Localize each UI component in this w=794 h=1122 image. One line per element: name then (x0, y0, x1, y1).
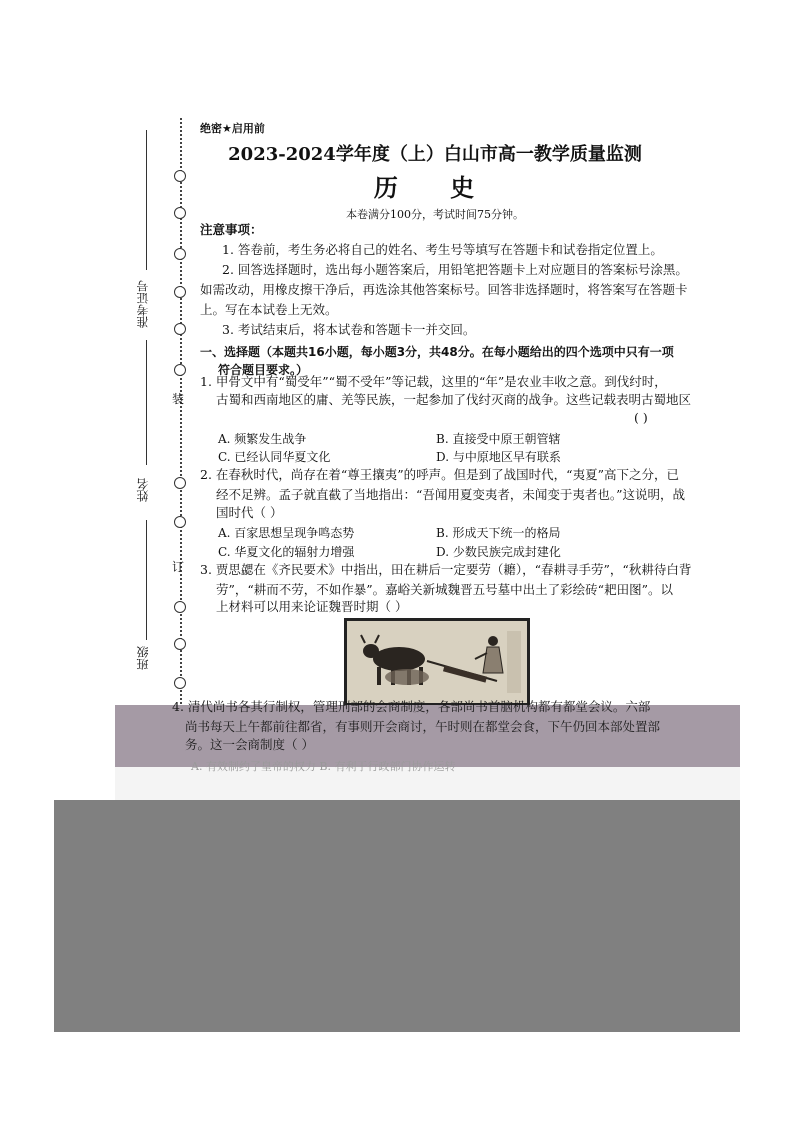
section1-heading-cont: 符合题目要求。） (218, 363, 309, 377)
q1-option-c: C. 已经认同华夏文化 (218, 450, 331, 464)
confidential-mark: 绝密★启用前 (200, 122, 265, 135)
name-line (146, 340, 147, 465)
q1-stem-cont: 古蜀和西南地区的庸、羌等民族，一起参加了伐纣灭商的战争。这些记载表明古蜀地区 (216, 392, 692, 407)
q4-options-strip (115, 760, 740, 800)
q4-stem-cont2: 务。这一会商制度（ ） (185, 737, 314, 752)
exam-number-line (146, 130, 147, 270)
q1-option-a: A. 频繁发生战争 (218, 432, 307, 446)
name-label: 姓名 (136, 478, 150, 502)
obscured-region (54, 800, 740, 1032)
q2-stem-cont2: 国时代（ ） (216, 505, 283, 520)
q2-option-c: C. 华夏文化的辐射力增强 (218, 545, 355, 559)
q1-option-b: B. 直接受中原王朝管辖 (436, 432, 561, 446)
binding-hole (174, 286, 186, 298)
binding-hole (174, 364, 186, 376)
binding-hole (174, 248, 186, 260)
binding-hole (174, 601, 186, 613)
q4-stem: 4. 清代尚书各其行制权，管理刑部的会商制度，各部尚书首脑机构都有都堂会议。六部 (172, 699, 651, 714)
notice-item-3: 3. 考试结束后，将本试卷和答题卡一并交回。 (222, 322, 476, 337)
section1-heading: 一、选择题（本题共16小题，每小题3分，共48分。在每小题给出的四个选项中只有一项 (200, 345, 674, 359)
binding-hole (174, 207, 186, 219)
q2-option-b: B. 形成天下统一的格局 (436, 526, 561, 540)
q2-stem: 2. 在春秋时代，尚存在着“尊王攘夷”的呼声。但是到了战国时代，“夷夏”高下之分，已 (200, 467, 679, 482)
notice-item-2-cont: 如需改动，用橡皮擦干净后，再选涂其他答案标号。回答非选择题时，将答案写在答题卡 (200, 282, 688, 297)
notice-heading: 注意事项： (200, 222, 263, 237)
exam-number-label: 准考证号 (136, 280, 150, 328)
harrowing-brick-painting (344, 618, 530, 706)
q1-stem: 1. 甲骨文中有“蜀受年”“蜀不受年”等记载，这里的“年”是农业丰收之意。到伐纣时， (200, 374, 667, 389)
class-line (146, 520, 147, 640)
q2-option-d: D. 少数民族完成封建化 (436, 545, 561, 559)
notice-item-1: 1. 答卷前，考生务必将自己的姓名、考生号等填写在答题卡和试卷指定位置上。 (222, 242, 663, 257)
q1-answer-bracket: ( ) (634, 410, 648, 425)
score-info: 本卷满分100分，考试时间75分钟。 (346, 208, 524, 221)
notice-item-2: 2. 回答选择题时，选出每小题答案后，用铅笔把答题卡上对应题目的答案标号涂黑。 (222, 262, 688, 277)
q4-stem-cont: 尚书每天上午都前往都省，有事则开会商讨，午时则在都堂会食，下午仍回本部处置部 (185, 719, 661, 734)
q3-stem: 3. 贾思勰在《齐民要术》中指出，田在耕后一定要劳（耱），“春耕寻手劳”，“秋耕待白背 (200, 562, 692, 577)
notice-item-2-cont2: 上。写在本试卷上无效。 (200, 302, 338, 317)
binding-hole (174, 677, 186, 689)
q1-option-d: D. 与中原地区早有联系 (436, 450, 561, 464)
binding-hole (174, 170, 186, 182)
q2-stem-cont: 经不足辨。孟子就直截了当地指出：“吾闻用夏变夷者，未闻变于夷者也。”这说明，战 (216, 487, 686, 502)
subject-title: 历 史 (373, 173, 497, 202)
exam-title: 2023-2024学年度（上）白山市高一教学质量监测 (228, 144, 642, 165)
binding-hole (174, 638, 186, 650)
q4-options-cut: A. 有效制约了皇帝的权力 B. 有利于行政部门协作运转 (191, 760, 456, 773)
class-label: 班级 (136, 646, 150, 670)
q2-option-a: A. 百家思想呈现争鸣态势 (218, 526, 355, 540)
binding-hole (174, 516, 186, 528)
q3-stem-cont: 劳”，“耕而不劳，不如作暴”。嘉峪关新城魏晋五号墓中出土了彩绘砖“耙田图”。以 (216, 582, 673, 597)
q3-stem-cont2: 上材料可以用来论证魏晋时期（ ） (216, 599, 408, 614)
oxen-harrow-illustration (347, 621, 527, 703)
binding-zhuang: 装 (172, 392, 185, 406)
binding-hole (174, 477, 186, 489)
binding-hole (174, 323, 186, 335)
binding-ding: 订 (172, 560, 185, 574)
